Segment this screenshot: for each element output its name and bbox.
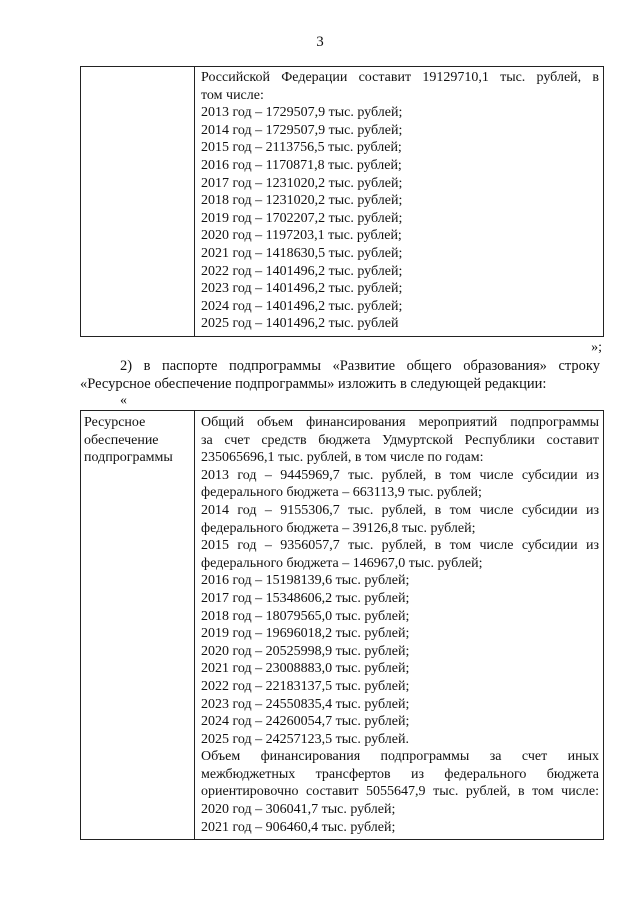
year-line: 2020 год – 20525998,9 тыс. рублей; [201,643,410,659]
year-line: 2017 год – 1231020,2 тыс. рублей; [201,175,403,191]
row-content-cell [195,411,604,840]
year-line: 2014 год – 1729507,9 тыс. рублей; [201,122,403,138]
year-line: 2013 год – 1729507,9 тыс. рублей; [201,105,403,121]
year-line: 2013 год – 9445969,7 тыс. рублей, в том числе субсидии из [201,467,599,483]
year-line: 2025 год – 1401496,2 тыс. рублей [201,316,399,332]
text-line: за счет средств бюджета Удмуртской Республики составит [201,432,599,448]
text-line: ориентировочно составит 5055647,9 тыс. рублей, в том числе: [201,784,599,800]
year-line: 2019 год – 1702207,2 тыс. рублей; [201,210,403,226]
opening-quote-mark: « [120,393,127,408]
text-line: федерального бюджета – 663113,9 тыс. рублей; [201,485,482,501]
year-line: 2021 год – 906460,4 тыс. рублей; [201,819,396,835]
text-line: том числе: [201,87,264,103]
year-line: 2020 год – 306041,7 тыс. рублей; [201,802,396,818]
year-line: 2024 год – 1401496,2 тыс. рублей; [201,298,403,314]
row-label-line: обеспечение [84,432,159,448]
text-line: Российской Федерации составит 19129710,1 тыс. рублей, в [201,70,599,85]
amendment-paragraph-line-1: 2) в паспорте подпрограммы «Развитие общего образования» строку [120,358,600,374]
text-line: федерального бюджета – 39126,8 тыс. рублей; [201,520,476,536]
row-label-line: подпрограммы [84,450,173,466]
text-line: федерального бюджета – 146967,0 тыс. рублей; [201,555,483,571]
year-line: 2021 год – 1418630,5 тыс. рублей; [201,245,403,261]
row-label-line: Ресурсное [84,415,146,430]
text-line: Объем финансирования подпрограммы за счет иных [201,749,599,765]
year-line: 2018 год – 1231020,2 тыс. рублей; [201,193,403,209]
year-line: 2015 год – 2113756,5 тыс. рублей; [201,140,402,156]
year-line: 2014 год – 9155306,7 тыс. рублей, в том числе субсидии из [201,502,599,518]
year-line: 2022 год – 22183137,5 тыс. рублей; [201,678,410,694]
year-line: 2021 год – 23008883,0 тыс. рублей; [201,661,410,677]
year-line: 2023 год – 1401496,2 тыс. рублей; [201,281,403,297]
text-line: Общий объем финансирования мероприятий подпрограммы [201,415,599,430]
text-line: межбюджетных трансфертов из федерального бюджета [201,766,599,782]
year-line: 2015 год – 9356057,7 тыс. рублей, в том числе субсидии из [201,538,599,554]
amendment-paragraph-line-2: «Ресурсное обеспечение подпрограммы» изложить в следующей редакции: [80,376,547,392]
closing-quote-mark: »; [591,340,602,355]
year-line: 2016 год – 1170871,8 тыс. рублей; [201,157,402,173]
page-number: 3 [316,34,324,50]
year-line: 2024 год – 24260054,7 тыс. рублей; [201,714,410,730]
table-continuation [80,66,604,337]
year-line: 2022 год – 1401496,2 тыс. рублей; [201,263,403,279]
year-line: 2016 год – 15198139,6 тыс. рублей; [201,573,410,589]
year-line: 2018 год – 18079565,0 тыс. рублей; [201,608,410,624]
year-line: 2017 год – 15348606,2 тыс. рублей; [201,590,410,606]
year-line: 2019 год – 19696018,2 тыс. рублей; [201,626,410,642]
table-right-cell [195,67,604,337]
table-left-cell-empty [81,67,195,337]
year-line: 2023 год – 24550835,4 тыс. рублей; [201,696,410,712]
text-line: 235065696,1 тыс. рублей, в том числе по годам: [201,450,484,466]
year-line: 2025 год – 24257123,5 тыс. рублей. [201,731,409,747]
year-line: 2020 год – 1197203,1 тыс. рублей; [201,228,402,244]
resource-table [80,410,604,840]
row-label-cell [81,411,195,840]
